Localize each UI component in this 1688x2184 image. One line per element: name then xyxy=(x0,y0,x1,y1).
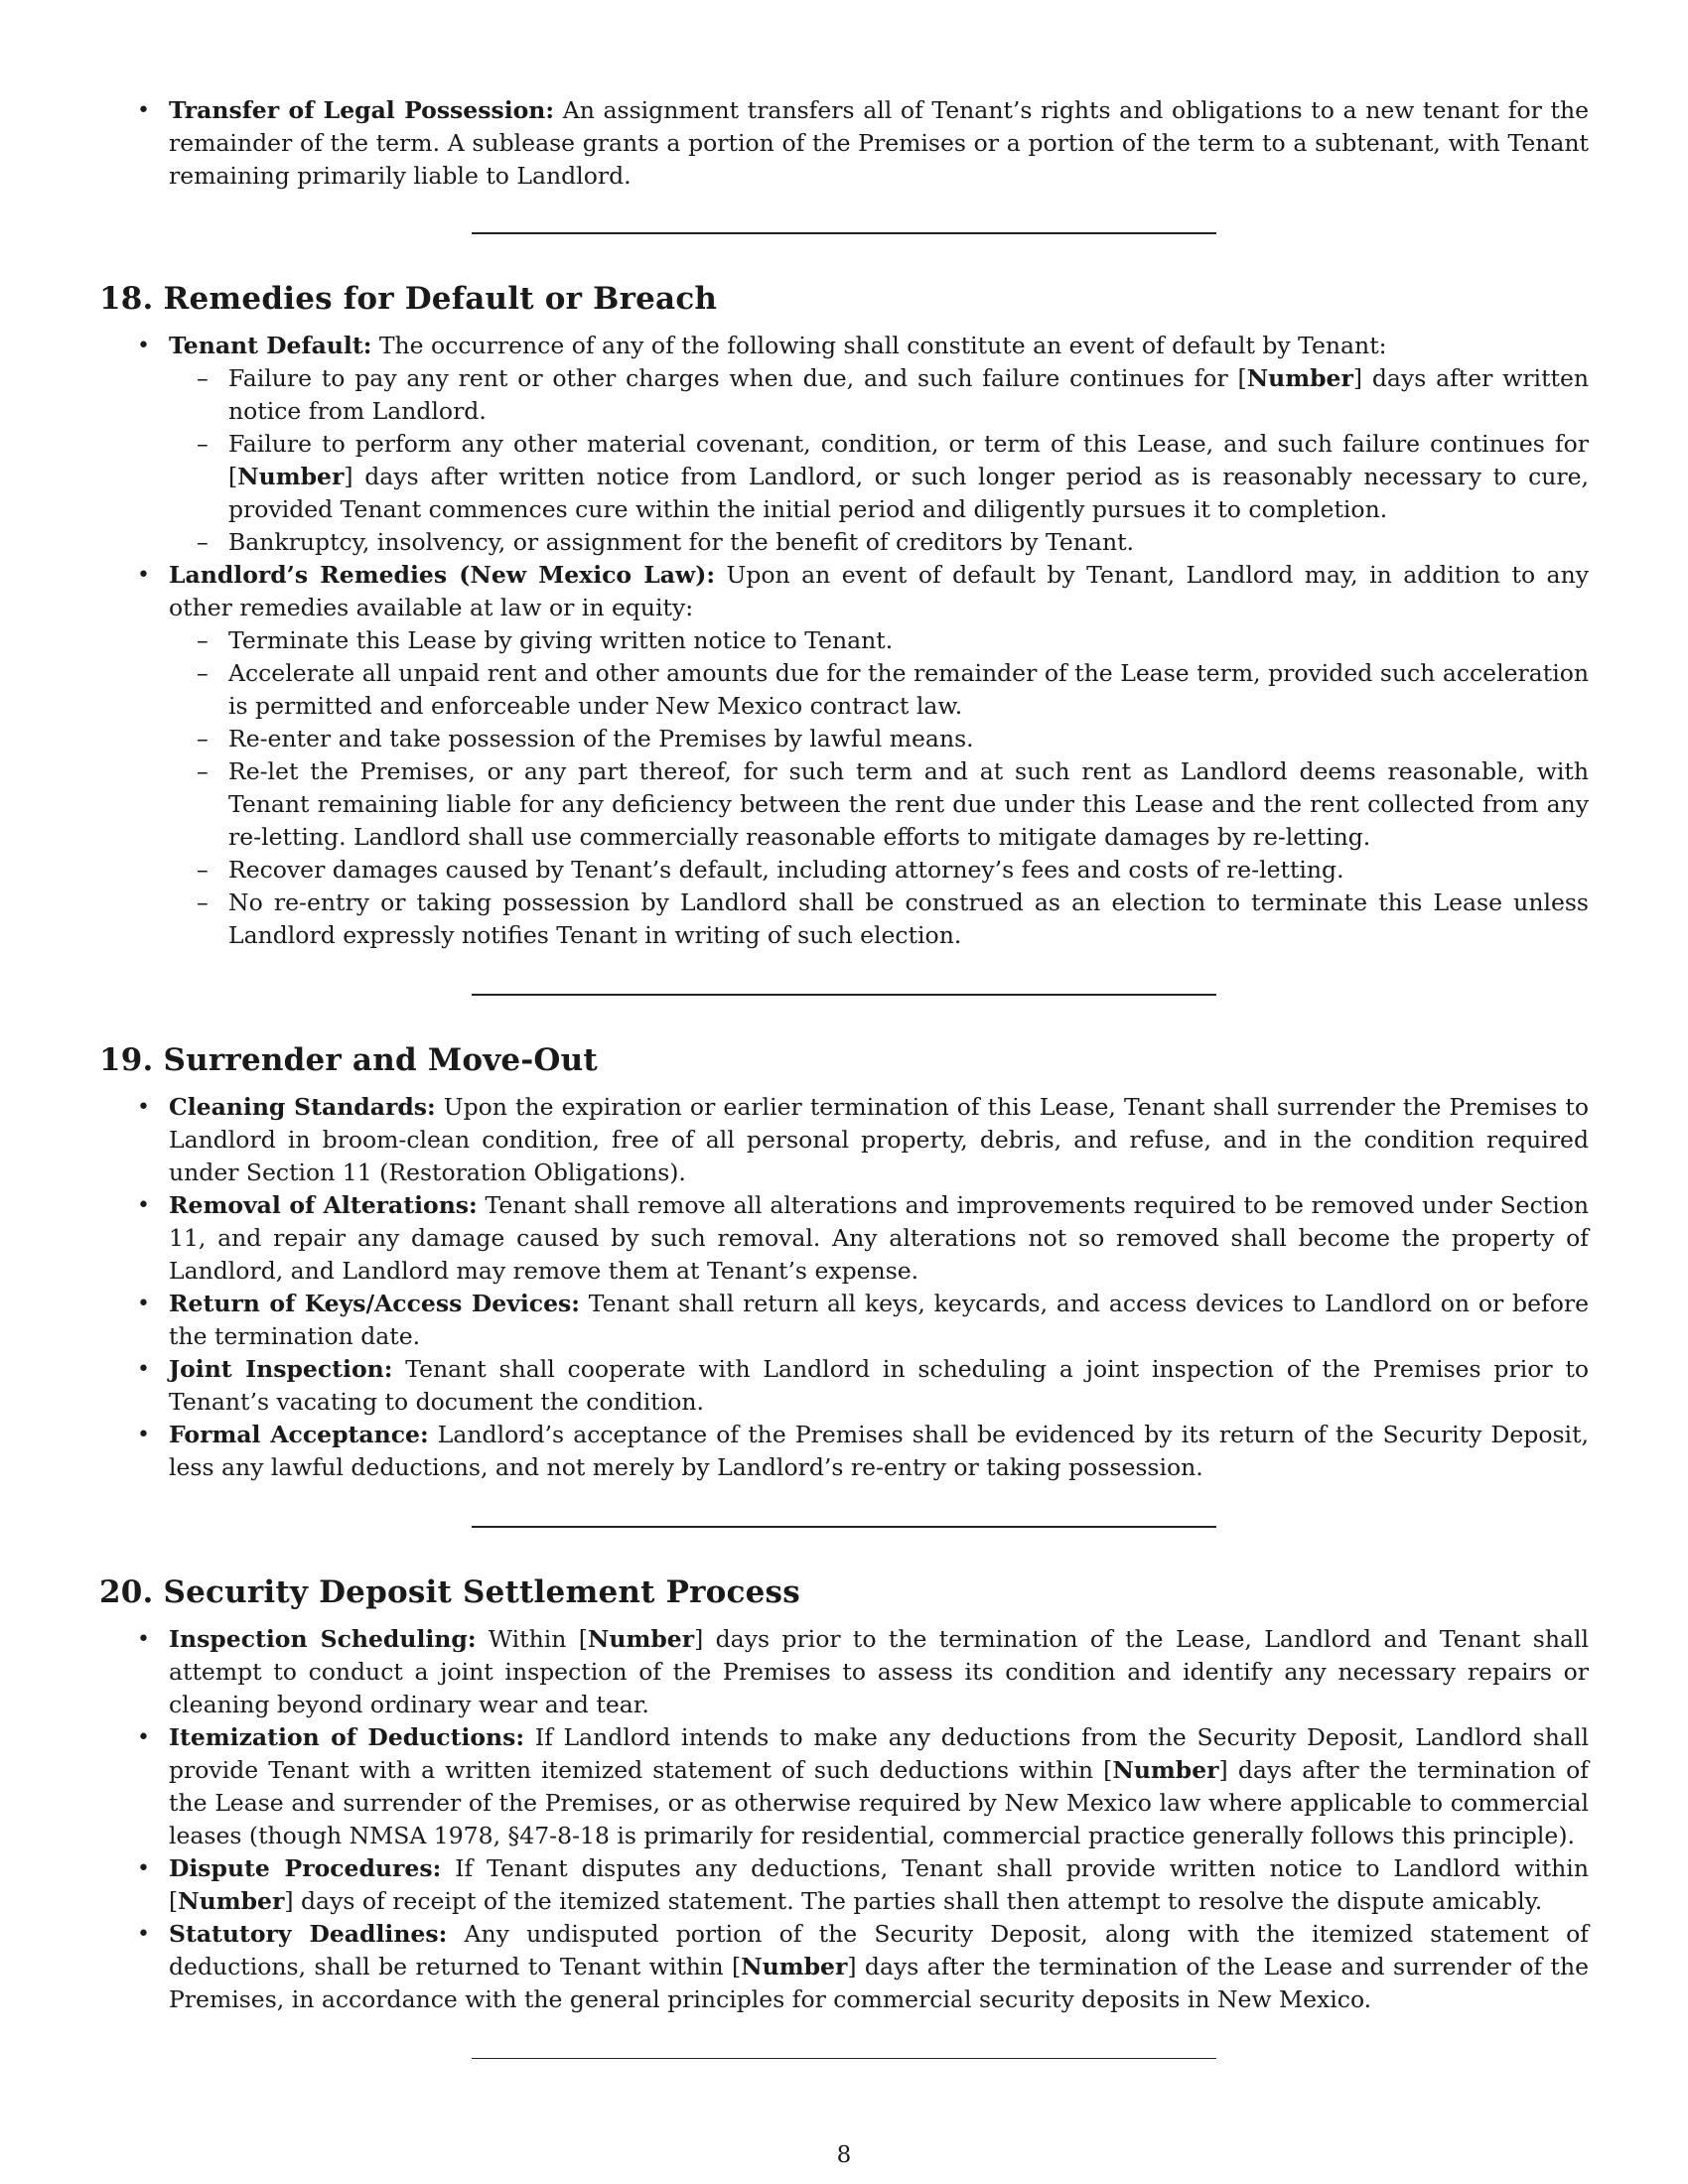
placeholder-number: Number xyxy=(237,463,345,490)
item-text: Landlord’s acceptance of the Premises shall be evidenced by its return of the Security Deposit, less any lawful deductions, and not merely by Landlord’s re-entry or taking possession. xyxy=(169,1421,1589,1481)
item-text: Upon the expiration or earlier termination of this Lease, Tenant shall surrender the Premises to Landlord in broom-clean condition, free of all personal property, debris, and refuse, and in the condition required under Section 11 (Restoration Obligations). xyxy=(169,1093,1589,1186)
item-label: Landlord’s Remedies (New Mexico Law): xyxy=(169,561,716,589)
sub-list-item: – Terminate this Lease by giving written notice to Tenant. xyxy=(169,624,1589,657)
sub-text: Failure to perform any other material covenant, condition, or term of this Lease, and such failure continues for [ xyxy=(228,430,1589,490)
item-text: Within [ xyxy=(488,1625,588,1653)
list-item xyxy=(99,94,1589,193)
section-heading xyxy=(99,1041,1589,1079)
sub-list-item: – Re-let the Premises, or any part thereof, for such term and at such rent as Landlord deems reasonable, with Tenant remaining liable for any deficiency between the rent due under this Lease and the rent collected from any re-letting. Landlord shall use commercially reasonable efforts to mitigate damages by re-letting. xyxy=(169,755,1589,854)
list-item xyxy=(99,1419,1589,1484)
placeholder-number: Number xyxy=(1112,1756,1219,1784)
sub-list xyxy=(169,362,1589,559)
item-text: Any undisputed portion of the Security Deposit, along with the itemized statement of deductions, shall be returned to Tenant within [ xyxy=(169,1920,1589,1980)
sub-list-item: – Re-enter and take possession of the Premises by lawful means. xyxy=(169,723,1589,755)
placeholder-number: Number xyxy=(741,1953,848,1980)
item-label: Return of Keys/Access Devices: xyxy=(169,1290,580,1317)
section-number: 18. xyxy=(99,281,154,317)
item-label: Tenant Default: xyxy=(169,332,372,359)
placeholder-number: Number xyxy=(1246,364,1353,392)
item-text: ] days after the termination of the Lease and surrender of the Premises, or as otherwise required by New Mexico law where applicable to commercial leases (though NMSA 1978, §47-8-18 is primarily for residential, commercial practice generally follows this principle). xyxy=(169,1756,1589,1849)
item-text: Tenant shall cooperate with Landlord in scheduling a joint inspection of the Premises prior to Tenant’s vacating to document the condition. xyxy=(169,1355,1589,1416)
item-label: Transfer of Legal Possession: xyxy=(169,96,555,124)
section-20-list xyxy=(99,1623,1589,2016)
item-label: Formal Acceptance: xyxy=(169,1421,429,1448)
item-label: Dispute Procedures: xyxy=(169,1854,442,1882)
section-heading xyxy=(99,1573,1589,1611)
item-label: Cleaning Standards: xyxy=(169,1093,436,1121)
sub-list-item: – Recover damages caused by Tenant’s default, including attorney’s fees and costs of re-letting. xyxy=(169,854,1589,887)
sub-text: ] days after written notice from Landlord. xyxy=(228,364,1590,425)
sub-list-item: – No re-entry or taking possession by Landlord shall be construed as an election to terminate this Lease unless Landlord expressly notifies Tenant in writing of such election. xyxy=(169,887,1589,952)
intro-list xyxy=(99,94,1589,193)
section-19-list xyxy=(99,1091,1589,1484)
list-item xyxy=(99,1918,1589,2016)
section-number: 20. xyxy=(99,1574,154,1610)
list-item xyxy=(99,1353,1589,1419)
item-text: An assignment transfers all of Tenant’s rights and obligations to a new tenant for the remainder of the term. A sublease grants a portion of the Premises or a portion of the term to a subtenant, with Tenant remaining primarily liable to Landlord. xyxy=(169,96,1589,190)
list-item xyxy=(99,330,1589,559)
item-label: Removal of Alterations: xyxy=(169,1191,478,1219)
sub-text: ] days after written notice from Landlord, or such longer period as is reasonably necessary to cure, provided Tenant commences cure within the initial period and diligently pursues it to completion. xyxy=(228,463,1589,523)
sub-list-item xyxy=(169,526,1589,559)
list-item xyxy=(99,559,1589,952)
item-label: Inspection Scheduling: xyxy=(169,1625,477,1653)
item-text: Tenant shall return all keys, keycards, and access devices to Landlord on or before the termination date. xyxy=(169,1290,1589,1350)
page-number: 8 xyxy=(836,2142,852,2168)
item-text: Tenant shall remove all alterations and improvements required to be removed under Section 11, and repair any damage caused by such removal. Any alterations not so removed shall become the property of Landlord, and Landlord may remove them at Tenant’s expense. xyxy=(169,1191,1589,1285)
item-label: Statutory Deadlines: xyxy=(169,1920,448,1948)
section-title: Surrender and Move-Out xyxy=(163,1042,598,1078)
item-text: Upon an event of default by Tenant, Landlord may, in addition to any other remedies available at law or in equity: xyxy=(169,561,1589,621)
placeholder-number: Number xyxy=(178,1887,285,1915)
item-text: ] days prior to the termination of the Lease, Landlord and Tenant shall attempt to conduct a joint inspection of the Premises to assess its condition and identify any necessary repairs or cleaning beyond ordinary wear and tear. xyxy=(169,1625,1590,1718)
list-item xyxy=(99,1852,1589,1918)
section-divider xyxy=(472,1526,1216,1528)
sub-list-item xyxy=(169,428,1589,526)
item-text: If Landlord intends to make any deductions from the Security Deposit, Landlord shall provide Tenant with a written itemized statement of such deductions within [ xyxy=(169,1723,1589,1784)
document-page xyxy=(99,94,1589,2105)
sub-text: Failure to pay any rent or other charges when due, and such failure continues for [ xyxy=(228,364,1247,392)
sub-list xyxy=(169,624,1589,952)
item-text: If Tenant disputes any deductions, Tenant shall provide written notice to Landlord within [ xyxy=(169,1854,1589,1915)
item-text: ] days after the termination of the Lease and surrender of the Premises, in accordance with the general principles for commercial security deposits in New Mexico. xyxy=(169,1953,1589,2013)
list-item xyxy=(99,1623,1589,1721)
item-text: The occurrence of any of the following shall constitute an event of default by Tenant: xyxy=(378,332,1387,359)
placeholder-number: Number xyxy=(587,1625,695,1653)
list-item xyxy=(99,1091,1589,1189)
section-title: Security Deposit Settlement Process xyxy=(163,1574,800,1610)
list-item xyxy=(99,1721,1589,1852)
sub-list-item xyxy=(169,362,1589,428)
item-label: Itemization of Deductions: xyxy=(169,1723,525,1751)
sub-text: Bankruptcy, insolvency, or assignment for the benefit of creditors by Tenant. xyxy=(228,528,1134,556)
section-number: 19. xyxy=(99,1042,154,1078)
section-divider xyxy=(472,994,1216,996)
section-divider xyxy=(472,232,1216,234)
item-text: ] days of receipt of the itemized statement. The parties shall then attempt to resolve the dispute amicably. xyxy=(284,1887,1543,1915)
list-item xyxy=(99,1189,1589,1288)
sub-list-item: – Accelerate all unpaid rent and other amounts due for the remainder of the Lease term, provided such acceleration is permitted and enforceable under New Mexico contract law. xyxy=(169,657,1589,723)
section-divider xyxy=(472,2058,1216,2059)
list-item xyxy=(99,1288,1589,1353)
section-18-list xyxy=(99,330,1589,952)
section-heading xyxy=(99,280,1589,318)
item-label: Joint Inspection: xyxy=(169,1355,393,1383)
section-title: Remedies for Default or Breach xyxy=(163,281,718,317)
